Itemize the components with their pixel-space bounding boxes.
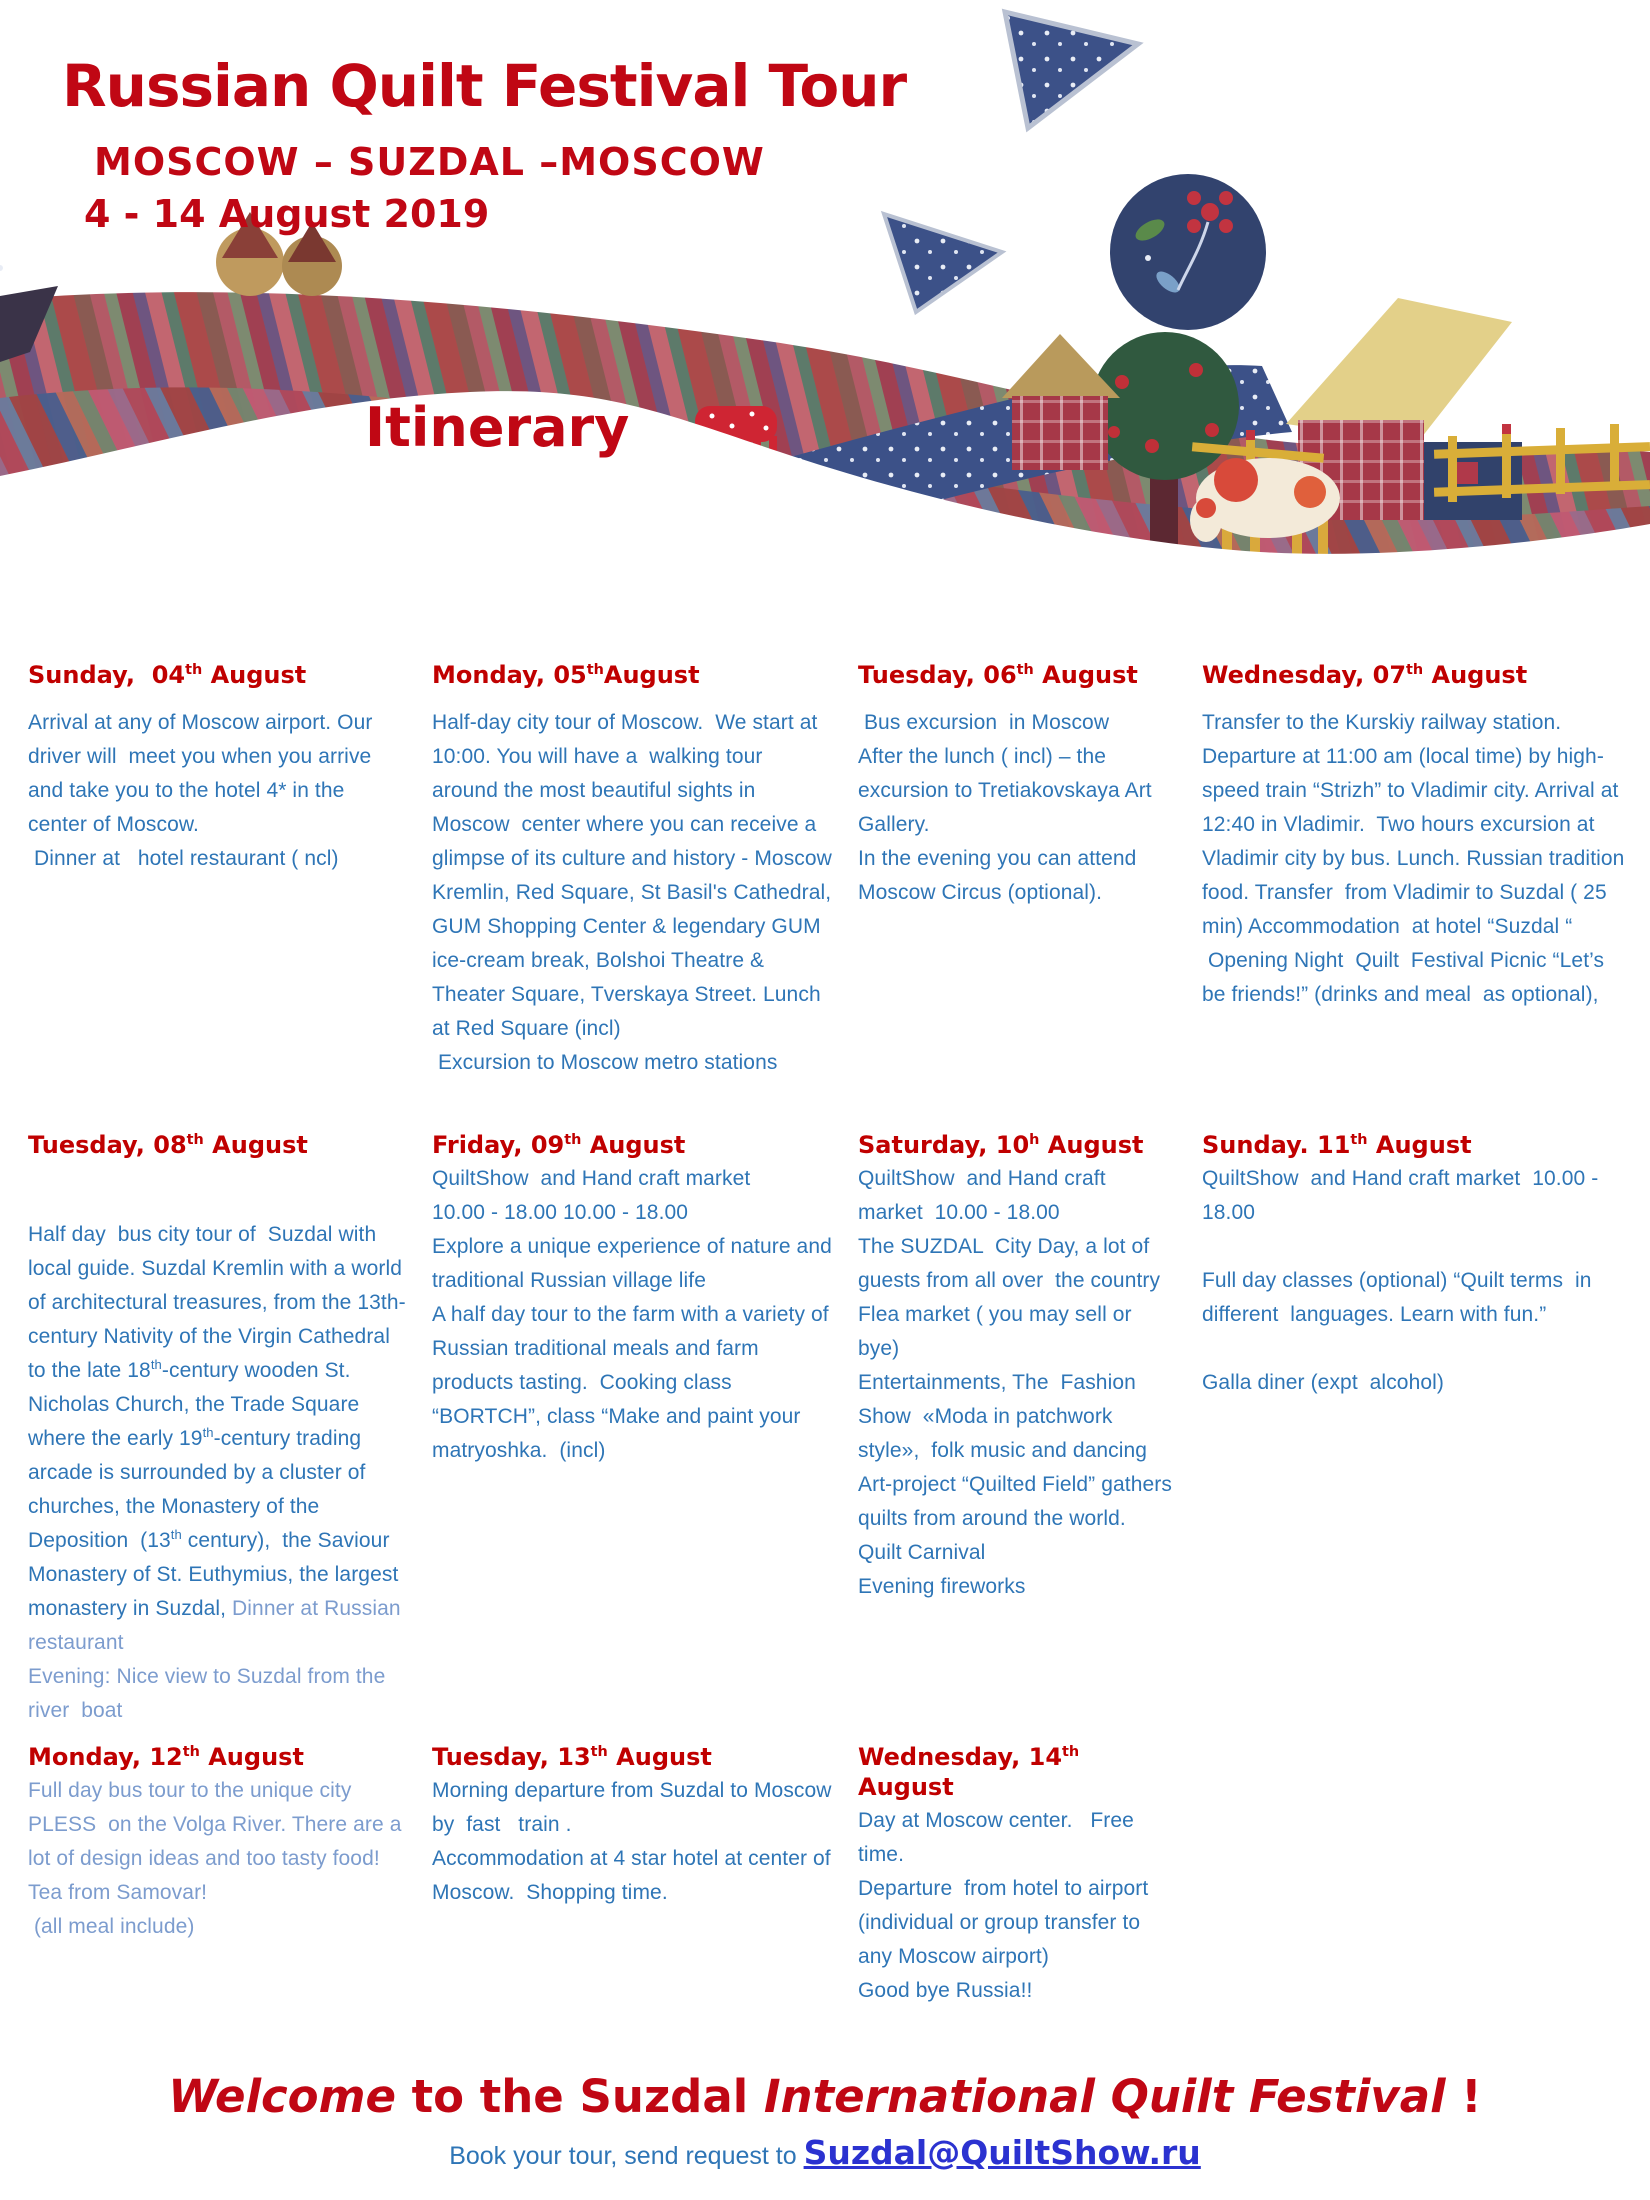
day-title [1202, 660, 1626, 690]
day-card-wednesday-14 [858, 1742, 1176, 2008]
day-title-post: August [1367, 1131, 1472, 1159]
day-title-post: August [603, 661, 700, 689]
day-paragraph [432, 1842, 837, 1910]
day-paragraph [858, 1872, 1176, 1974]
day-body [858, 1162, 1176, 1604]
itinerary-row-2 [0, 1130, 1650, 1742]
itinerary-heading: Itinerary [365, 396, 630, 459]
itinerary-row-1 [0, 660, 1650, 1130]
day-title [28, 660, 406, 690]
day-paragraph [28, 1774, 406, 1910]
day-title-post: August [199, 1743, 304, 1771]
day-card-tuesday-08 [28, 1130, 413, 1728]
day-text-segment: Art-project “Quilted Field” gathers quilts from around the world. Quilt Carnival [858, 1473, 1178, 1565]
day-paragraph [858, 1974, 1176, 2008]
day-text-segment: Dinner at hotel restaurant ( ncl) [28, 847, 339, 871]
day-paragraph [858, 1162, 1176, 1230]
day-body [858, 1804, 1176, 2008]
day-text-segment: QuiltShow and Hand craft market [432, 1167, 751, 1190]
day-text-segment: th [150, 1357, 162, 1373]
day-paragraph [28, 1218, 413, 1660]
booking-email-link[interactable]: Suzdal@QuiltShow.ru [803, 2133, 1201, 2173]
day-body [1202, 706, 1631, 1012]
day-title [858, 660, 1176, 690]
day-paragraph [432, 1162, 832, 1196]
itinerary-row-3 [0, 1742, 1650, 2008]
day-text-segment: A half day tour to the farm with a variety of Russian traditional meals and farm products tasting. Cooking class “BORTCH”, class “Make and paint your matryoshka. (incl) [432, 1303, 841, 1463]
day-title-post: August [607, 1743, 712, 1771]
day-title-post: August [1423, 661, 1528, 689]
day-body [432, 706, 838, 1080]
day-title-post: August [1033, 661, 1138, 689]
day-text-segment: Morning departure from Suzdal to Moscow by fast train . [432, 1779, 838, 1837]
day-title-pre: Wednesday, 07 [1202, 661, 1407, 689]
day-title-sup: th [1016, 662, 1034, 678]
day-title [432, 660, 832, 690]
day-text-segment: Full day classes (optional) “Quilt terms in different languages. Learn with fun.” [1202, 1269, 1604, 1327]
day-text-segment: Galla diner (expt alcohol) [1202, 1371, 1444, 1395]
welcome-line [0, 2070, 1650, 2123]
day-paragraph [28, 1910, 406, 1944]
day-title-pre: Tuesday, 06 [858, 661, 1017, 689]
day-title-pre: Saturday, 10 [858, 1131, 1030, 1159]
day-title-post: August [1039, 1131, 1144, 1159]
footer [0, 2070, 1650, 2172]
day-body [1202, 1162, 1626, 1400]
day-paragraph [1202, 706, 1631, 944]
day-title-sup: h [1029, 1132, 1040, 1148]
day-paragraph [1202, 1366, 1626, 1400]
booking-text: Book your tour, send request to [449, 2142, 804, 2171]
day-title-pre: Monday, 12 [28, 1743, 183, 1771]
day-text-segment: Half day bus city tour of Suzdal with local guide. Suzdal Kremlin with a world of architectural treasures, from the 13th-century Nativity of the Virgin Cathedral to the late 18 [28, 1223, 408, 1383]
day-paragraph [432, 1774, 838, 1842]
day-title [858, 1742, 1176, 1802]
day-text-segment: th [202, 1425, 214, 1441]
day-paragraph [432, 1196, 832, 1230]
day-card-saturday-10 [858, 1130, 1176, 1604]
day-title [432, 1130, 832, 1160]
day-text-segment: Transfer to the Kurskiy railway station. Departure at 11:00 am (local time) by high-speed train “Strizh” to Vladimir city. Arrival at 12:40 in Vladimir. Two hours excursion at Vladimir city by bus. Lunch. Russian tradition food. Transfer from Vladimir to Suzdal ( 25 min) Accommodation at hotel “Suzdal “ [1202, 711, 1631, 939]
day-title-sup: th [185, 662, 203, 678]
day-text-segment: Day at Moscow center. Free time. [858, 1809, 1140, 1867]
day-paragraph [858, 1230, 1176, 1298]
day-text-segment: QuiltShow and Hand craft market 10.00 - 18.00 [1202, 1167, 1605, 1225]
day-title-pre: Sunday, 04 [28, 661, 186, 689]
day-card-tuesday-06 [858, 660, 1176, 910]
day-text-segment: Evening fireworks [858, 1575, 1026, 1599]
day-text-segment: Opening Night Quilt Festival Picnic “Let’s be friends!” (drinks and meal as optional), [1202, 949, 1611, 1007]
itinerary-grid [0, 660, 1650, 2008]
page-title: Russian Quilt Festival Tour [62, 52, 907, 120]
day-title-pre: Tuesday, 13 [432, 1743, 591, 1771]
day-body [28, 1218, 413, 1728]
day-title-sup: th [1406, 662, 1424, 678]
day-paragraph [858, 842, 1176, 910]
day-title-sup: th [186, 1132, 204, 1148]
day-text-segment: After the lunch ( incl) – the excursion to Tretiakovskaya Art Gallery. [858, 745, 1158, 837]
welcome-part: ! [1445, 2070, 1482, 2124]
day-paragraph [1202, 1162, 1626, 1230]
welcome-part: Welcome [168, 2070, 396, 2124]
day-text-segment: In the evening you can attend Moscow Circus (optional). [858, 847, 1143, 905]
day-title [28, 1742, 406, 1772]
day-paragraph [28, 1660, 406, 1728]
day-title-pre: Tuesday, 08 [28, 1131, 187, 1159]
day-paragraph [858, 706, 1176, 740]
day-text-segment: The SUZDAL City Day, a lot of guests from all over the country [858, 1235, 1161, 1293]
welcome-part: Suzdal [579, 2070, 764, 2124]
day-paragraph [432, 1298, 841, 1468]
day-card-sunday-04 [28, 660, 406, 876]
day-text-segment: (all meal include) [28, 1915, 195, 1939]
title-block [0, 0, 1650, 560]
day-title-post: August [858, 1743, 1088, 1801]
day-title-sup: th [182, 1744, 200, 1760]
day-paragraph [28, 706, 406, 842]
day-card-monday-05 [432, 660, 838, 1080]
day-paragraph [858, 740, 1176, 842]
day-title-pre: Friday, 09 [432, 1131, 565, 1159]
day-title [28, 1130, 406, 1160]
day-body [432, 1774, 838, 1910]
day-text-segment: Half-day city tour of Moscow. We start at 10:00. You will have a walking tour around the most beautiful sights in Moscow center where you can receive a glimpse of its culture and history - Moscow Kremlin, Red Square, St Basil's Cathedral, GUM Shopping Center & legendary GUM ice-cream break, Bolshoi Theatre & Theater Square, Tverskaya Street. Lunch at Red Square (incl) [432, 711, 838, 1041]
day-title-sup: th [586, 662, 604, 678]
day-paragraph [858, 1298, 1176, 1366]
day-paragraph [858, 1468, 1176, 1570]
day-title [858, 1130, 1176, 1160]
day-title-pre: Monday, 05 [432, 661, 587, 689]
day-text-segment: th [170, 1527, 182, 1543]
day-title-post: August [202, 661, 307, 689]
day-text-segment: Bus excursion in Moscow [858, 711, 1110, 734]
day-text-segment: 10.00 - 18.00 10.00 - 18.00 [432, 1201, 689, 1225]
day-text-segment: Evening: Nice view to Suzdal from the river boat [28, 1665, 392, 1723]
day-title-post: August [581, 1131, 686, 1159]
day-paragraph [432, 706, 838, 1046]
day-text-segment: Accommodation at 4 star hotel at center of Moscow. Shopping time. [432, 1847, 837, 1905]
day-paragraph [432, 1230, 838, 1298]
day-card-wednesday-07 [1202, 660, 1631, 1012]
day-paragraph [858, 1804, 1176, 1872]
day-body [28, 706, 406, 876]
route-subtitle: MOSCOW – SUZDAL –MOSCOW [94, 140, 765, 184]
day-text-segment: Flea market ( you may sell or bye) [858, 1303, 1138, 1361]
day-text-segment: Entertainments, The Fashion Show «Moda in patchwork style», folk music and dancing [858, 1371, 1148, 1463]
day-body [28, 1774, 406, 1944]
day-text-segment: Excursion to Moscow metro stations [432, 1051, 778, 1075]
day-paragraph [28, 842, 406, 876]
day-paragraph [1202, 1264, 1626, 1332]
day-title-post: August [203, 1131, 308, 1159]
day-title-sup: th [1350, 1132, 1368, 1148]
day-body [432, 1162, 841, 1468]
day-title-sup: th [590, 1744, 608, 1760]
day-text-segment: Departure from hotel to airport (individual or group transfer to any Moscow airport) [858, 1877, 1155, 1969]
day-text-segment: Dinner at Russian restaurant [28, 1597, 413, 1655]
day-card-friday-09 [432, 1130, 841, 1468]
day-card-monday-12 [28, 1742, 406, 1944]
day-title-pre: Wednesday, 14 [858, 1743, 1063, 1771]
day-title-sup: th [1062, 1744, 1080, 1760]
day-title-pre: Sunday. 11 [1202, 1131, 1351, 1159]
day-paragraph [432, 1046, 832, 1080]
day-text-segment: Good bye Russia!! [858, 1979, 1033, 2003]
day-paragraph [858, 1570, 1176, 1604]
day-title [432, 1742, 832, 1772]
day-text-segment: Arrival at any of Moscow airport. Our driver will meet you when you arrive and take you to the hotel 4* in the center of Moscow. [28, 711, 379, 837]
day-card-sunday-11 [1202, 1130, 1626, 1400]
welcome-part: International Quilt Festival [763, 2070, 1446, 2124]
day-text-segment: -century trading arcade is surrounded by a cluster of churches, the Monastery of the Deposition (13 [28, 1427, 372, 1553]
day-text-segment: QuiltShow and Hand craft market 10.00 - 18.00 [858, 1167, 1112, 1225]
day-title-sup: th [564, 1132, 582, 1148]
day-paragraph [858, 1366, 1176, 1468]
day-body [858, 706, 1176, 910]
tour-dates: 4 - 14 August 2019 [84, 192, 490, 236]
day-text-segment: Full day bus tour to the unique city PLESS on the Volga River. There are a lot of design ideas and too tasty food! Tea from Samovar! [28, 1779, 408, 1905]
day-text-segment: -century wooden St. Nicholas Church, the Trade Square where the early 19 [28, 1359, 366, 1451]
day-text-segment: century), the Saviour Monastery of St. Euthymius, the largest monastery in Suzdal, [28, 1529, 405, 1621]
day-title [1202, 1130, 1626, 1160]
day-card-tuesday-13 [432, 1742, 838, 1910]
day-text-segment: Explore a unique experience of nature and traditional Russian village life [432, 1235, 838, 1293]
welcome-part: to the [396, 2070, 580, 2124]
header-collage [0, 0, 1650, 560]
booking-line [0, 2133, 1650, 2172]
day-paragraph [1202, 944, 1626, 1012]
